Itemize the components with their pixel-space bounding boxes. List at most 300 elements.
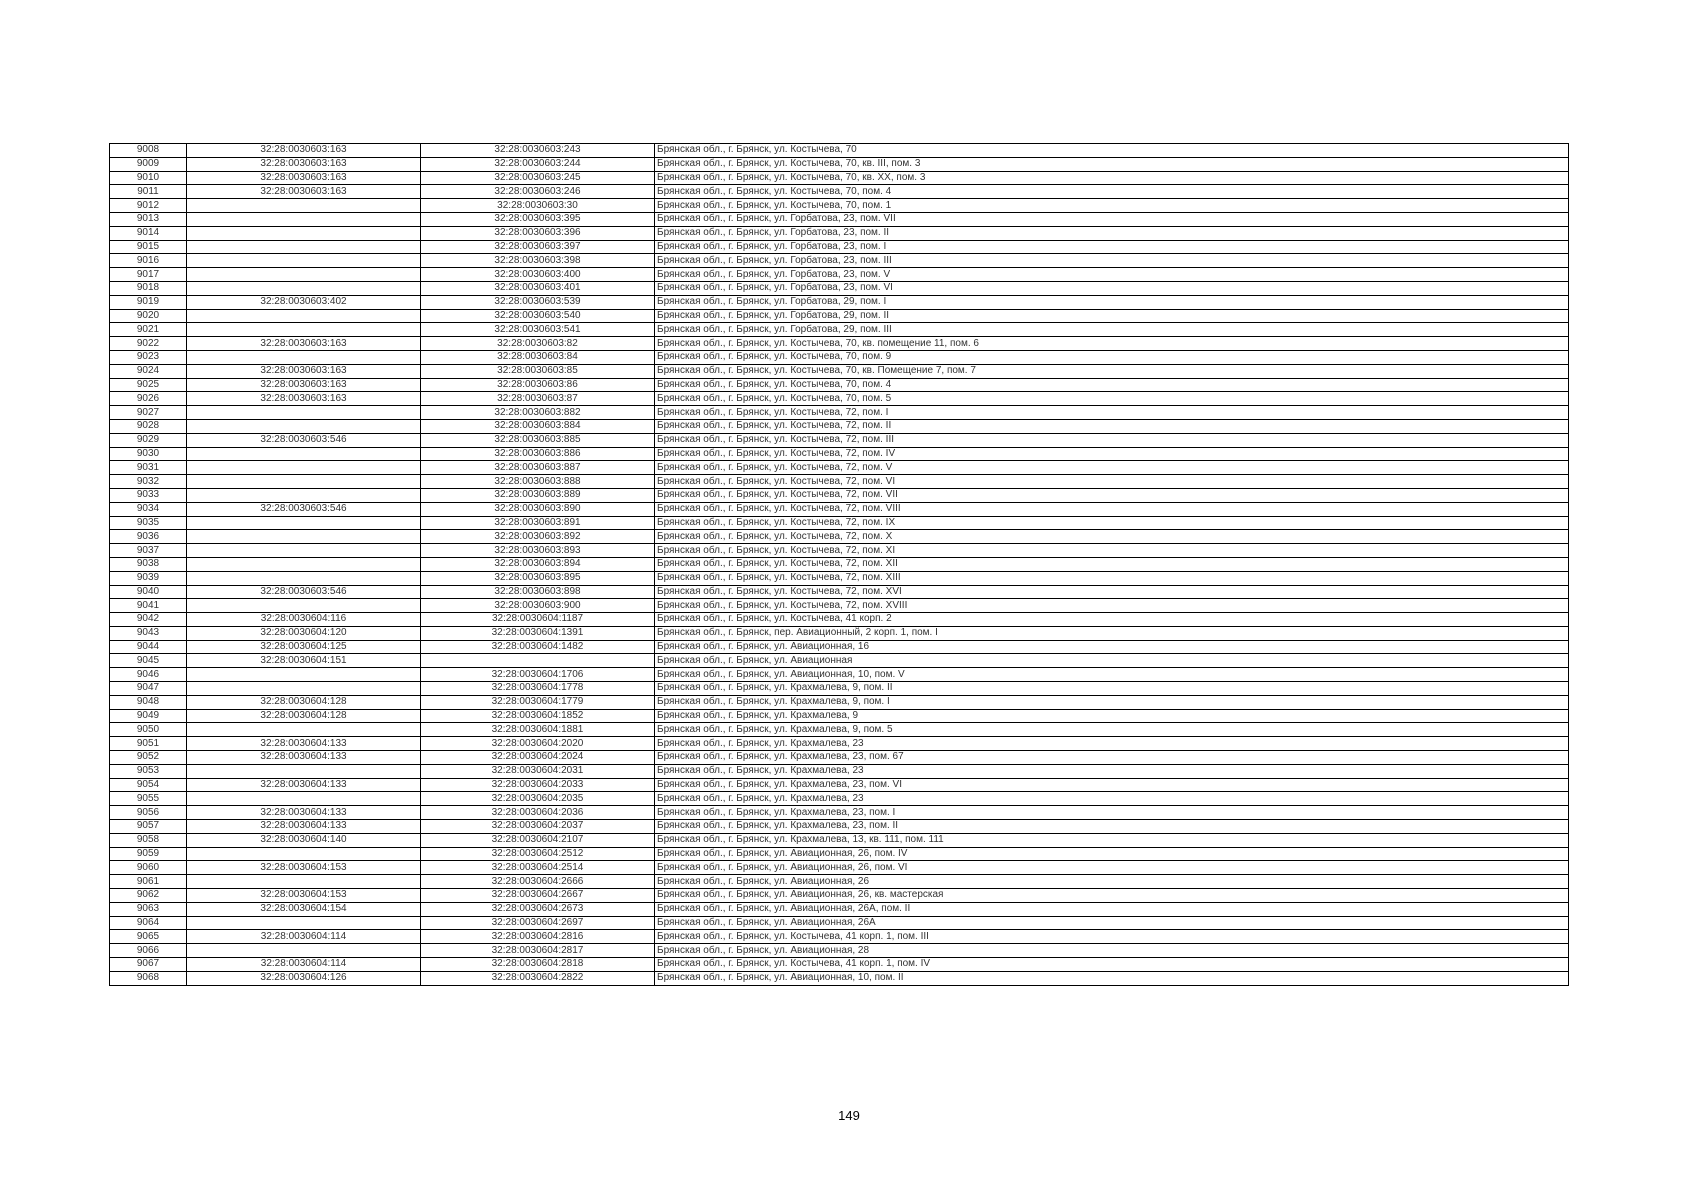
table-row (110, 889, 1569, 903)
address-cell: Брянская обл., г. Брянск, ул. Костычева, 70, кв. XX, пом. 3 (655, 171, 1569, 185)
table-row (110, 268, 1569, 282)
cadastral-number-cell: 32:28:0030604:2031 (421, 764, 655, 778)
cadastral-number-cell: 32:28:0030604:2667 (421, 889, 655, 903)
row-number-cell: 9056 (110, 806, 187, 820)
address-cell: Брянская обл., г. Брянск, ул. Авиационная, 28 (655, 944, 1569, 958)
cadastral-number-cell: 32:28:0030604:1706 (421, 668, 655, 682)
parent-cadastral-number-cell: 32:28:0030604:116 (187, 613, 421, 627)
table-row (110, 599, 1569, 613)
address-cell: Брянская обл., г. Брянск, пер. Авиационный, 2 корп. 1, пом. I (655, 626, 1569, 640)
row-number-cell: 9014 (110, 226, 187, 240)
address-cell: Брянская обл., г. Брянск, ул. Крахмалева, 23, пом. VI (655, 778, 1569, 792)
table-row (110, 461, 1569, 475)
cadastral-number-cell: 32:28:0030603:30 (421, 199, 655, 213)
row-number-cell: 9062 (110, 889, 187, 903)
parent-cadastral-number-cell (187, 461, 421, 475)
parent-cadastral-number-cell: 32:28:0030603:546 (187, 585, 421, 599)
cadastral-number-cell: 32:28:0030604:1187 (421, 613, 655, 627)
address-cell: Брянская обл., г. Брянск, ул. Крахмалева, 23 (655, 737, 1569, 751)
parent-cadastral-number-cell (187, 268, 421, 282)
row-number-cell: 9024 (110, 364, 187, 378)
cadastral-number-cell: 32:28:0030603:894 (421, 557, 655, 571)
parent-cadastral-number-cell (187, 764, 421, 778)
table-row (110, 406, 1569, 420)
cadastral-number-cell: 32:28:0030603:243 (421, 144, 655, 158)
row-number-cell: 9064 (110, 916, 187, 930)
address-cell: Брянская обл., г. Брянск, ул. Авиационная (655, 654, 1569, 668)
row-number-cell: 9044 (110, 640, 187, 654)
parent-cadastral-number-cell (187, 212, 421, 226)
cadastral-number-cell: 32:28:0030603:898 (421, 585, 655, 599)
parent-cadastral-number-cell: 32:28:0030603:163 (187, 171, 421, 185)
row-number-cell: 9054 (110, 778, 187, 792)
row-number-cell: 9008 (110, 144, 187, 158)
row-number-cell: 9036 (110, 530, 187, 544)
address-cell: Брянская обл., г. Брянск, ул. Авиационная, 26А, пом. II (655, 902, 1569, 916)
address-cell: Брянская обл., г. Брянск, ул. Костычева, 72, пом. XII (655, 557, 1569, 571)
address-cell: Брянская обл., г. Брянск, ул. Костычева, 72, пом. XVI (655, 585, 1569, 599)
cadastral-number-cell: 32:28:0030603:245 (421, 171, 655, 185)
row-number-cell: 9030 (110, 447, 187, 461)
parent-cadastral-number-cell (187, 447, 421, 461)
table-row (110, 861, 1569, 875)
cadastral-number-cell: 32:28:0030604:2818 (421, 958, 655, 972)
row-number-cell: 9045 (110, 654, 187, 668)
table-row (110, 585, 1569, 599)
table-row (110, 737, 1569, 751)
parent-cadastral-number-cell (187, 240, 421, 254)
parent-cadastral-number-cell: 32:28:0030604:120 (187, 626, 421, 640)
address-cell: Брянская обл., г. Брянск, ул. Авиационная, 26, пом. VI (655, 861, 1569, 875)
row-number-cell: 9019 (110, 295, 187, 309)
table-row (110, 171, 1569, 185)
row-number-cell: 9047 (110, 682, 187, 696)
row-number-cell: 9034 (110, 502, 187, 516)
table-row (110, 309, 1569, 323)
table-row (110, 847, 1569, 861)
cadastral-number-cell: 32:28:0030604:1779 (421, 695, 655, 709)
parent-cadastral-number-cell: 32:28:0030604:125 (187, 640, 421, 654)
table-row (110, 695, 1569, 709)
row-number-cell: 9023 (110, 350, 187, 364)
table-row (110, 212, 1569, 226)
cadastral-number-cell: 32:28:0030603:86 (421, 378, 655, 392)
row-number-cell: 9025 (110, 378, 187, 392)
row-number-cell: 9049 (110, 709, 187, 723)
table-row (110, 281, 1569, 295)
parent-cadastral-number-cell: 32:28:0030603:546 (187, 433, 421, 447)
address-cell: Брянская обл., г. Брянск, ул. Костычева, 72, пом. I (655, 406, 1569, 420)
parent-cadastral-number-cell: 32:28:0030604:153 (187, 889, 421, 903)
cadastral-number-cell: 32:28:0030604:2666 (421, 875, 655, 889)
cadastral-number-cell: 32:28:0030603:540 (421, 309, 655, 323)
table-row (110, 958, 1569, 972)
parent-cadastral-number-cell: 32:28:0030604:128 (187, 695, 421, 709)
cadastral-number-cell: 32:28:0030603:82 (421, 337, 655, 351)
row-number-cell: 9059 (110, 847, 187, 861)
address-cell: Брянская обл., г. Брянск, ул. Крахмалева, 9, пом. 5 (655, 723, 1569, 737)
cadastral-number-cell: 32:28:0030603:882 (421, 406, 655, 420)
parent-cadastral-number-cell (187, 571, 421, 585)
parent-cadastral-number-cell (187, 226, 421, 240)
parent-cadastral-number-cell (187, 847, 421, 861)
parent-cadastral-number-cell: 32:28:0030604:128 (187, 709, 421, 723)
parent-cadastral-number-cell: 32:28:0030603:402 (187, 295, 421, 309)
register-table-body (110, 144, 1569, 986)
row-number-cell: 9029 (110, 433, 187, 447)
address-cell: Брянская обл., г. Брянск, ул. Костычева, 72, пом. III (655, 433, 1569, 447)
address-cell: Брянская обл., г. Брянск, ул. Крахмалева, 23 (655, 764, 1569, 778)
cadastral-number-cell: 32:28:0030604:1482 (421, 640, 655, 654)
table-row (110, 530, 1569, 544)
row-number-cell: 9066 (110, 944, 187, 958)
table-row (110, 350, 1569, 364)
row-number-cell: 9016 (110, 254, 187, 268)
row-number-cell: 9068 (110, 971, 187, 985)
table-row (110, 613, 1569, 627)
address-cell: Брянская обл., г. Брянск, ул. Авиационная, 26А (655, 916, 1569, 930)
cadastral-number-cell: 32:28:0030603:246 (421, 185, 655, 199)
address-cell: Брянская обл., г. Брянск, ул. Костычева, 70, пом. 4 (655, 378, 1569, 392)
cadastral-number-cell: 32:28:0030604:2816 (421, 930, 655, 944)
table-row (110, 447, 1569, 461)
row-number-cell: 9010 (110, 171, 187, 185)
row-number-cell: 9048 (110, 695, 187, 709)
address-cell: Брянская обл., г. Брянск, ул. Крахмалева, 23 (655, 792, 1569, 806)
parent-cadastral-number-cell (187, 516, 421, 530)
row-number-cell: 9061 (110, 875, 187, 889)
address-cell: Брянская обл., г. Брянск, ул. Крахмалева, 23, пом. I (655, 806, 1569, 820)
address-cell: Брянская обл., г. Брянск, ул. Костычева, 72, пом. VII (655, 488, 1569, 502)
row-number-cell: 9022 (110, 337, 187, 351)
address-cell: Брянская обл., г. Брянск, ул. Костычева, 72, пом. II (655, 419, 1569, 433)
parent-cadastral-number-cell (187, 488, 421, 502)
row-number-cell: 9035 (110, 516, 187, 530)
parent-cadastral-number-cell (187, 350, 421, 364)
table-row (110, 930, 1569, 944)
parent-cadastral-number-cell: 32:28:0030604:133 (187, 751, 421, 765)
cadastral-number-cell: 32:28:0030604:2697 (421, 916, 655, 930)
table-row (110, 502, 1569, 516)
cadastral-number-cell: 32:28:0030603:893 (421, 544, 655, 558)
table-row (110, 806, 1569, 820)
address-cell: Брянская обл., г. Брянск, ул. Горбатова, 23, пом. III (655, 254, 1569, 268)
address-cell: Брянская обл., г. Брянск, ул. Костычева, 72, пом. X (655, 530, 1569, 544)
cadastral-number-cell: 32:28:0030603:888 (421, 475, 655, 489)
address-cell: Брянская обл., г. Брянск, ул. Горбатова, 29, пом. II (655, 309, 1569, 323)
address-cell: Брянская обл., г. Брянск, ул. Авиационная, 26 (655, 875, 1569, 889)
row-number-cell: 9046 (110, 668, 187, 682)
row-number-cell: 9028 (110, 419, 187, 433)
table-row (110, 971, 1569, 985)
parent-cadastral-number-cell: 32:28:0030604:151 (187, 654, 421, 668)
address-cell: Брянская обл., г. Брянск, ул. Крахмалева, 23, пом. II (655, 820, 1569, 834)
table-row (110, 323, 1569, 337)
table-row (110, 792, 1569, 806)
row-number-cell: 9052 (110, 751, 187, 765)
table-row (110, 199, 1569, 213)
address-cell: Брянская обл., г. Брянск, ул. Горбатова, 23, пом. II (655, 226, 1569, 240)
cadastral-number-cell: 32:28:0030603:401 (421, 281, 655, 295)
row-number-cell: 9040 (110, 585, 187, 599)
parent-cadastral-number-cell: 32:28:0030603:546 (187, 502, 421, 516)
table-row (110, 640, 1569, 654)
cadastral-number-cell: 32:28:0030603:396 (421, 226, 655, 240)
address-cell: Брянская обл., г. Брянск, ул. Крахмалева, 9, пом. II (655, 682, 1569, 696)
address-cell: Брянская обл., г. Брянск, ул. Костычева, 41 корп. 1, пом. IV (655, 958, 1569, 972)
address-cell: Брянская обл., г. Брянск, ул. Горбатова, 23, пом. VII (655, 212, 1569, 226)
cadastral-number-cell: 32:28:0030604:2822 (421, 971, 655, 985)
table-row (110, 475, 1569, 489)
row-number-cell: 9037 (110, 544, 187, 558)
row-number-cell: 9043 (110, 626, 187, 640)
table-row (110, 557, 1569, 571)
address-cell: Брянская обл., г. Брянск, ул. Горбатова, 23, пом. V (655, 268, 1569, 282)
address-cell: Брянская обл., г. Брянск, ул. Горбатова, 29, пом. III (655, 323, 1569, 337)
cadastral-number-cell: 32:28:0030603:400 (421, 268, 655, 282)
cadastral-number-cell: 32:28:0030603:886 (421, 447, 655, 461)
row-number-cell: 9020 (110, 309, 187, 323)
table-row (110, 392, 1569, 406)
cadastral-number-cell: 32:28:0030603:84 (421, 350, 655, 364)
row-number-cell: 9013 (110, 212, 187, 226)
table-row (110, 764, 1569, 778)
table-row (110, 433, 1569, 447)
cadastral-number-cell: 32:28:0030604:1778 (421, 682, 655, 696)
parent-cadastral-number-cell (187, 199, 421, 213)
table-row (110, 337, 1569, 351)
row-number-cell: 9051 (110, 737, 187, 751)
row-number-cell: 9012 (110, 199, 187, 213)
parent-cadastral-number-cell (187, 599, 421, 613)
table-row (110, 240, 1569, 254)
table-row (110, 185, 1569, 199)
row-number-cell: 9063 (110, 902, 187, 916)
cadastral-number-cell: 32:28:0030603:398 (421, 254, 655, 268)
parent-cadastral-number-cell (187, 723, 421, 737)
table-row (110, 723, 1569, 737)
address-cell: Брянская обл., г. Брянск, ул. Костычева, 41 корп. 2 (655, 613, 1569, 627)
row-number-cell: 9018 (110, 281, 187, 295)
address-cell: Брянская обл., г. Брянск, ул. Костычева, 72, пом. V (655, 461, 1569, 475)
cadastral-number-cell: 32:28:0030603:85 (421, 364, 655, 378)
address-cell: Брянская обл., г. Брянск, ул. Крахмалева, 23, пом. 67 (655, 751, 1569, 765)
cadastral-number-cell: 32:28:0030603:541 (421, 323, 655, 337)
parent-cadastral-number-cell (187, 916, 421, 930)
row-number-cell: 9017 (110, 268, 187, 282)
parent-cadastral-number-cell (187, 309, 421, 323)
row-number-cell: 9038 (110, 557, 187, 571)
parent-cadastral-number-cell: 32:28:0030604:153 (187, 861, 421, 875)
parent-cadastral-number-cell (187, 419, 421, 433)
row-number-cell: 9032 (110, 475, 187, 489)
parent-cadastral-number-cell: 32:28:0030603:163 (187, 185, 421, 199)
table-row (110, 944, 1569, 958)
table-row (110, 875, 1569, 889)
parent-cadastral-number-cell (187, 792, 421, 806)
row-number-cell: 9053 (110, 764, 187, 778)
parent-cadastral-number-cell: 32:28:0030604:133 (187, 806, 421, 820)
table-row (110, 544, 1569, 558)
address-cell: Брянская обл., г. Брянск, ул. Авиационная, 10, пом. II (655, 971, 1569, 985)
parent-cadastral-number-cell: 32:28:0030603:163 (187, 392, 421, 406)
parent-cadastral-number-cell (187, 557, 421, 571)
address-cell: Брянская обл., г. Брянск, ул. Костычева, 72, пом. XI (655, 544, 1569, 558)
cadastral-number-cell: 32:28:0030604:2107 (421, 833, 655, 847)
row-number-cell: 9027 (110, 406, 187, 420)
row-number-cell: 9067 (110, 958, 187, 972)
table-row (110, 516, 1569, 530)
cadastral-number-cell: 32:28:0030604:1391 (421, 626, 655, 640)
address-cell: Брянская обл., г. Брянск, ул. Горбатова, 23, пом. I (655, 240, 1569, 254)
address-cell: Брянская обл., г. Брянск, ул. Костычева, 72, пом. XIII (655, 571, 1569, 585)
parent-cadastral-number-cell: 32:28:0030604:126 (187, 971, 421, 985)
table-row (110, 226, 1569, 240)
address-cell: Брянская обл., г. Брянск, ул. Костычева, 72, пом. XVIII (655, 599, 1569, 613)
parent-cadastral-number-cell: 32:28:0030604:154 (187, 902, 421, 916)
table-row (110, 709, 1569, 723)
address-cell: Брянская обл., г. Брянск, ул. Костычева, 70, кв. помещение 11, пом. 6 (655, 337, 1569, 351)
parent-cadastral-number-cell: 32:28:0030603:163 (187, 378, 421, 392)
address-cell: Брянская обл., г. Брянск, ул. Костычева, 72, пом. IV (655, 447, 1569, 461)
row-number-cell: 9011 (110, 185, 187, 199)
parent-cadastral-number-cell: 32:28:0030603:163 (187, 157, 421, 171)
parent-cadastral-number-cell (187, 323, 421, 337)
cadastral-number-cell: 32:28:0030603:397 (421, 240, 655, 254)
cadastral-number-cell: 32:28:0030603:539 (421, 295, 655, 309)
cadastral-number-cell: 32:28:0030603:395 (421, 212, 655, 226)
address-cell: Брянская обл., г. Брянск, ул. Костычева, 70, пом. 5 (655, 392, 1569, 406)
row-number-cell: 9057 (110, 820, 187, 834)
table-row (110, 571, 1569, 585)
cadastral-number-cell: 32:28:0030603:891 (421, 516, 655, 530)
address-cell: Брянская обл., г. Брянск, ул. Авиационная, 26, кв. мастерская (655, 889, 1569, 903)
table-row (110, 419, 1569, 433)
cadastral-number-cell: 32:28:0030604:2036 (421, 806, 655, 820)
parent-cadastral-number-cell (187, 406, 421, 420)
cadastral-number-cell: 32:28:0030604:2035 (421, 792, 655, 806)
parent-cadastral-number-cell: 32:28:0030604:114 (187, 958, 421, 972)
address-cell: Брянская обл., г. Брянск, ул. Крахмалева, 9, пом. I (655, 695, 1569, 709)
address-cell: Брянская обл., г. Брянск, ул. Авиационная, 26, пом. IV (655, 847, 1569, 861)
address-cell: Брянская обл., г. Брянск, ул. Костычева, 70, пом. 1 (655, 199, 1569, 213)
parent-cadastral-number-cell: 32:28:0030604:133 (187, 820, 421, 834)
parent-cadastral-number-cell (187, 254, 421, 268)
address-cell: Брянская обл., г. Брянск, ул. Костычева, 72, пом. VI (655, 475, 1569, 489)
parent-cadastral-number-cell (187, 530, 421, 544)
cadastral-number-cell: 32:28:0030604:2037 (421, 820, 655, 834)
row-number-cell: 9015 (110, 240, 187, 254)
cadastral-number-cell: 32:28:0030604:2512 (421, 847, 655, 861)
row-number-cell: 9026 (110, 392, 187, 406)
table-row (110, 916, 1569, 930)
parent-cadastral-number-cell: 32:28:0030603:163 (187, 337, 421, 351)
address-cell: Брянская обл., г. Брянск, ул. Горбатова, 29, пом. I (655, 295, 1569, 309)
cadastral-number-cell: 32:28:0030604:2673 (421, 902, 655, 916)
parent-cadastral-number-cell (187, 668, 421, 682)
cadastral-number-cell: 32:28:0030603:244 (421, 157, 655, 171)
row-number-cell: 9009 (110, 157, 187, 171)
table-row (110, 364, 1569, 378)
table-row (110, 778, 1569, 792)
parent-cadastral-number-cell: 32:28:0030604:140 (187, 833, 421, 847)
row-number-cell: 9031 (110, 461, 187, 475)
cadastral-number-cell: 32:28:0030604:2024 (421, 751, 655, 765)
table-row (110, 654, 1569, 668)
parent-cadastral-number-cell: 32:28:0030604:133 (187, 778, 421, 792)
row-number-cell: 9042 (110, 613, 187, 627)
parent-cadastral-number-cell (187, 281, 421, 295)
address-cell: Брянская обл., г. Брянск, ул. Костычева, 70, пом. 9 (655, 350, 1569, 364)
parent-cadastral-number-cell: 32:28:0030604:114 (187, 930, 421, 944)
row-number-cell: 9041 (110, 599, 187, 613)
row-number-cell: 9055 (110, 792, 187, 806)
row-number-cell: 9039 (110, 571, 187, 585)
page-number: 149 (838, 1108, 860, 1123)
address-cell: Брянская обл., г. Брянск, ул. Костычева, 41 корп. 1, пом. III (655, 930, 1569, 944)
address-cell: Брянская обл., г. Брянск, ул. Горбатова, 23, пом. VI (655, 281, 1569, 295)
table-row (110, 295, 1569, 309)
cadastral-number-cell: 32:28:0030603:87 (421, 392, 655, 406)
cadastral-number-cell: 32:28:0030604:2033 (421, 778, 655, 792)
row-number-cell: 9021 (110, 323, 187, 337)
table-row (110, 820, 1569, 834)
row-number-cell: 9050 (110, 723, 187, 737)
parent-cadastral-number-cell (187, 544, 421, 558)
cadastral-number-cell: 32:28:0030604:2817 (421, 944, 655, 958)
cadastral-number-cell: 32:28:0030603:885 (421, 433, 655, 447)
address-cell: Брянская обл., г. Брянск, ул. Крахмалева, 9 (655, 709, 1569, 723)
parent-cadastral-number-cell (187, 944, 421, 958)
parent-cadastral-number-cell: 32:28:0030603:163 (187, 364, 421, 378)
cadastral-number-cell: 32:28:0030603:895 (421, 571, 655, 585)
table-row (110, 378, 1569, 392)
cadastral-number-cell: 32:28:0030604:2020 (421, 737, 655, 751)
property-register-table (109, 143, 1569, 986)
cadastral-number-cell: 32:28:0030604:1852 (421, 709, 655, 723)
cadastral-number-cell: 32:28:0030604:2514 (421, 861, 655, 875)
parent-cadastral-number-cell (187, 875, 421, 889)
address-cell: Брянская обл., г. Брянск, ул. Авиационная, 10, пом. V (655, 668, 1569, 682)
cadastral-number-cell: 32:28:0030603:889 (421, 488, 655, 502)
table-row (110, 668, 1569, 682)
cadastral-number-cell: 32:28:0030603:890 (421, 502, 655, 516)
parent-cadastral-number-cell (187, 475, 421, 489)
cadastral-number-cell: 32:28:0030603:892 (421, 530, 655, 544)
table-row (110, 751, 1569, 765)
row-number-cell: 9060 (110, 861, 187, 875)
cadastral-number-cell: 32:28:0030604:1881 (421, 723, 655, 737)
row-number-cell: 9065 (110, 930, 187, 944)
table-row (110, 833, 1569, 847)
address-cell: Брянская обл., г. Брянск, ул. Костычева, 72, пом. VIII (655, 502, 1569, 516)
address-cell: Брянская обл., г. Брянск, ул. Костычева, 70, пом. 4 (655, 185, 1569, 199)
parent-cadastral-number-cell: 32:28:0030603:163 (187, 144, 421, 158)
address-cell: Брянская обл., г. Брянск, ул. Крахмалева, 13, кв. 111, пом. 111 (655, 833, 1569, 847)
cadastral-number-cell: 32:28:0030603:900 (421, 599, 655, 613)
table-row (110, 488, 1569, 502)
parent-cadastral-number-cell (187, 682, 421, 696)
table-row (110, 144, 1569, 158)
table-row (110, 157, 1569, 171)
cadastral-number-cell: 32:28:0030603:887 (421, 461, 655, 475)
row-number-cell: 9033 (110, 488, 187, 502)
cadastral-number-cell (421, 654, 655, 668)
address-cell: Брянская обл., г. Брянск, ул. Авиационная, 16 (655, 640, 1569, 654)
parent-cadastral-number-cell: 32:28:0030604:133 (187, 737, 421, 751)
address-cell: Брянская обл., г. Брянск, ул. Костычева, 70, кв. Помещение 7, пом. 7 (655, 364, 1569, 378)
cadastral-number-cell: 32:28:0030603:884 (421, 419, 655, 433)
